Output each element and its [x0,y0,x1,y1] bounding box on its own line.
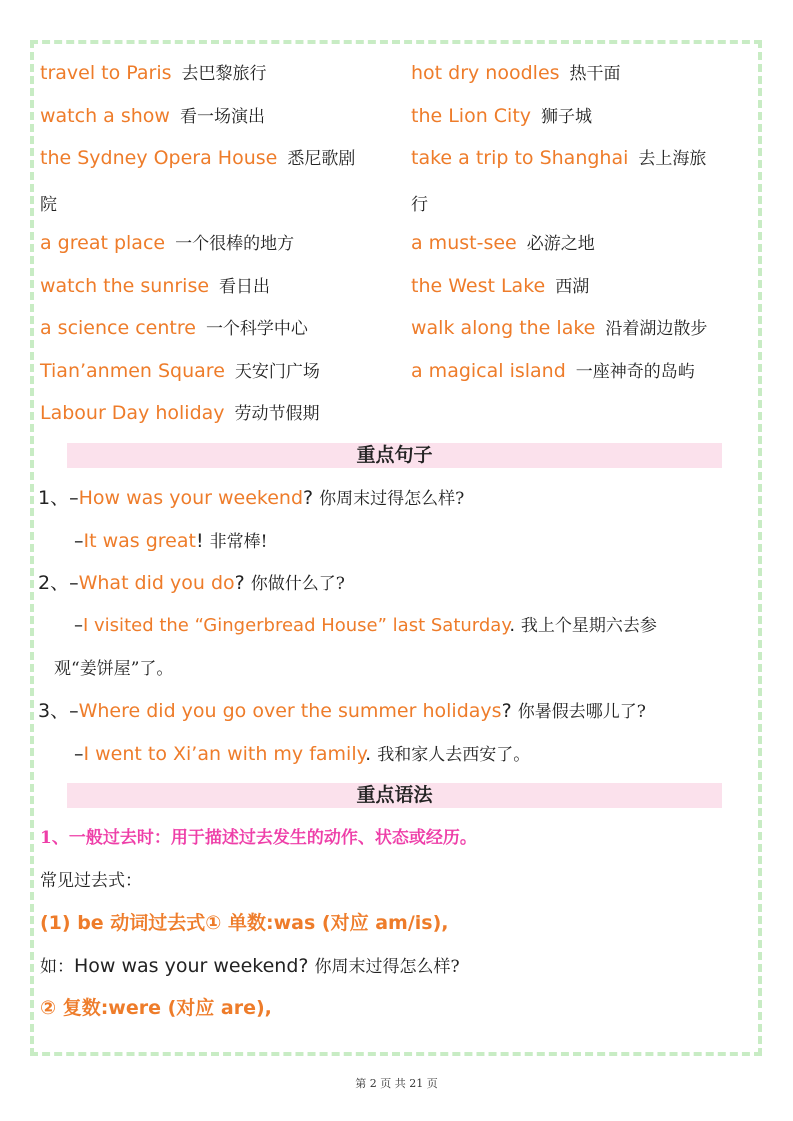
dash: – [74,743,84,765]
vocab-english: Labour Day holiday [40,402,225,424]
punctuation: . [509,615,516,636]
vocab-chinese: 一个科学中心 [205,319,308,339]
sentence-chinese: 你做什么了? [250,574,345,594]
vocab-english: a magical island [411,360,566,382]
sentence-number: 1、 [38,487,70,509]
vocab-item [40,317,308,340]
sentence-chinese-continued: 观“姜饼屋”了。 [54,659,174,679]
example-english: How was your weekend? [74,955,309,977]
vocab-chinese: 看一场演出 [179,107,265,127]
sentence-chinese: 你暑假去哪儿了? [517,702,646,722]
sentence-english: I went to Xi’an with my family [83,743,366,765]
vocab-chinese: 西湖 [555,277,590,297]
punctuation: ? [303,487,314,509]
sentence-number: 3、 [38,700,70,722]
example-prefix: 如： [40,957,74,977]
vocab-item [40,232,294,255]
vocab-chinese: 沿着湖边散步 [605,319,708,339]
punctuation: ? [501,700,512,722]
sentence-chinese: 我上个星期六去参 [520,616,657,636]
vocab-chinese: 劳动节假期 [234,404,320,424]
sentence-english: What did you do [78,572,235,594]
vocab-item [411,62,621,85]
sentence-english: It was great [83,530,196,552]
sentence-question [38,700,646,723]
grammar-plural-rule: ② 复数:were (对应 are), [40,997,272,1019]
vocab-english: hot dry noodles [411,62,560,84]
dash: – [74,530,84,552]
vocab-chinese: 去上海旅 [638,149,707,169]
sentence-number: 2、 [38,572,70,594]
grammar-common-forms: 常见过去式： [40,871,142,891]
grammar-heading: 1、一般过去时：用于描述过去发生的动作、状态或经历。 [40,828,477,848]
vocab-english: take a trip to Shanghai [411,147,629,169]
vocab-item [411,105,592,128]
dash: – [69,487,79,509]
dash: – [69,572,79,594]
example-chinese: 你周末过得怎么样? [314,957,460,977]
vocab-english: walk along the lake [411,317,596,339]
sentence-english: Where did you go over the summer holidays [78,700,502,722]
punctuation: ! [195,530,204,552]
vocab-english: a science centre [40,317,196,339]
vocab-chinese: 悉尼歌剧 [287,149,356,169]
dash: – [74,615,83,636]
punctuation: ? [234,572,245,594]
vocab-english: a great place [40,232,166,254]
vocab-item [40,105,265,128]
sentence-answer [74,615,657,637]
sentence-answer [74,743,530,766]
vocab-chinese: 狮子城 [541,107,593,127]
punctuation: . [365,743,372,765]
vocab-item [411,147,706,170]
vocab-item [40,402,320,425]
sentence-chinese: 非常棒! [209,532,268,552]
vocab-chinese: 天安门广场 [234,362,320,382]
vocab-english: watch the sunrise [40,275,210,297]
section-heading-grammar: 重点语法 [67,783,722,808]
vocab-chinese: 必游之地 [526,234,595,254]
vocab-english: Tian’anmen Square [40,360,225,382]
vocab-item [411,275,589,298]
vocab-chinese: 去巴黎旅行 [181,64,267,84]
vocab-chinese-continued: 院 [40,195,57,215]
sentence-answer [74,530,267,553]
page-number: 第 2 页 共 21 页 [355,1077,438,1090]
sentence-english: How was your weekend [78,487,304,509]
vocab-item [40,147,355,170]
vocab-item [40,275,270,298]
sentence-chinese: 你周末过得怎么样? [319,489,465,509]
vocab-english: travel to Paris [40,62,172,84]
vocab-chinese: 热干面 [569,64,621,84]
grammar-example [40,955,460,978]
vocab-item [411,360,695,383]
vocab-chinese: 看日出 [219,277,271,297]
vocab-item [411,232,595,255]
section-heading-sentences: 重点句子 [67,443,722,468]
sentence-question [38,572,345,595]
sentence-english: I visited the “Gingerbread House” last Saturday [83,615,510,636]
vocab-chinese: 一座神奇的岛屿 [575,362,695,382]
vocab-item [40,360,320,383]
vocab-english: a must-see [411,232,517,254]
sentence-chinese: 我和家人去西安了。 [377,745,531,765]
vocab-english: the West Lake [411,275,546,297]
vocab-english: the Sydney Opera House [40,147,278,169]
vocab-item [40,62,267,85]
vocab-english: the Lion City [411,105,532,127]
vocab-chinese: 一个很棒的地方 [175,234,295,254]
vocab-english: watch a show [40,105,170,127]
dash: – [69,700,79,722]
sentence-question [38,487,464,510]
vocab-chinese-continued: 行 [411,195,428,215]
vocab-item [411,317,707,340]
grammar-be-rule: (1) be 动词过去式① 单数:was (对应 am/is), [40,912,449,934]
